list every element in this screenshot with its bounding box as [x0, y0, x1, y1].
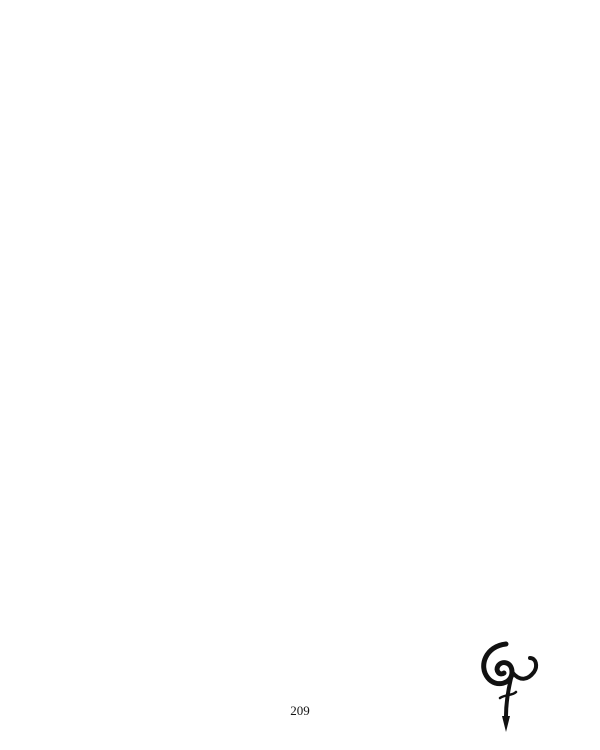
ornamental-swirl-icon [472, 636, 544, 736]
page-number: 209 [290, 703, 310, 718]
